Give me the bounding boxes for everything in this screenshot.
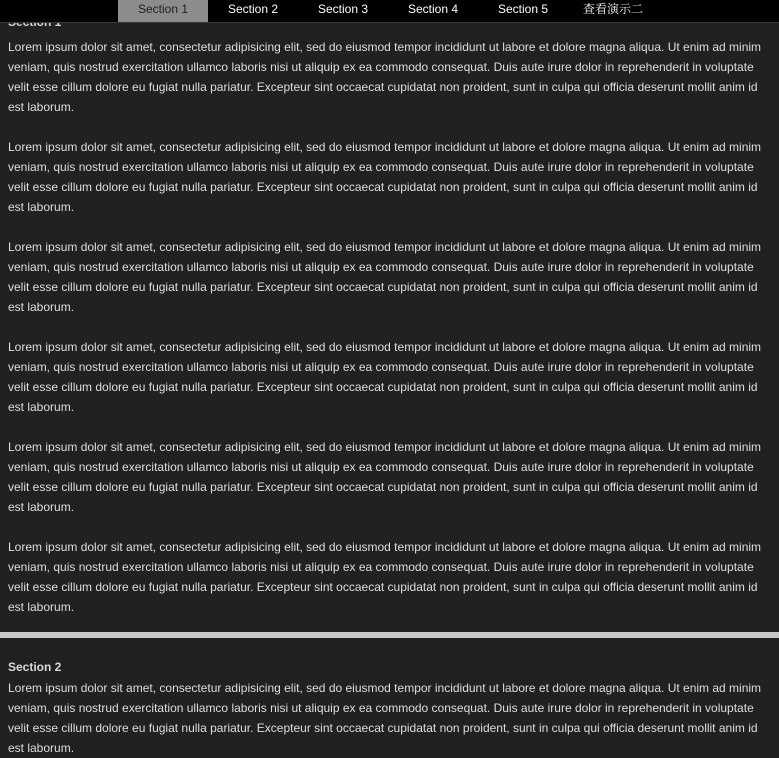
top-nav <box>0 0 779 23</box>
section-paragraph: Lorem ipsum dolor sit amet, consectetur adipisicing elit, sed do eiusmod tempor incididunt ut labore et dolore magna aliqua. Ut enim ad minim veniam, quis nostrud exercitation ullamco laboris nisi ut aliquip ex ea commodo consequat. Duis aute irure dolor in reprehenderit in voluptate velit esse cillum dolore eu fugiat nulla pariatur. Excepteur sint occaecat cupidatat non proident, sunt in culpa qui officia deserunt mollit anim id est laborum. <box>8 540 762 614</box>
section-paragraph: Lorem ipsum dolor sit amet, consectetur adipisicing elit, sed do eiusmod tempor incididunt ut labore et dolore magna aliqua. Ut enim ad minim veniam, quis nostrud exercitation ullamco laboris nisi ut aliquip ex ea commodo consequat. Duis aute irure dolor in reprehenderit in voluptate velit esse cillum dolore eu fugiat nulla pariatur. Excepteur sint occaecat cupidatat non proident, sunt in culpa qui officia deserunt mollit anim id est laborum. <box>8 140 762 214</box>
section-paragraph: Lorem ipsum dolor sit amet, consectetur adipisicing elit, sed do eiusmod tempor incididunt ut labore et dolore magna aliqua. Ut enim ad minim veniam, quis nostrud exercitation ullamco laboris nisi ut aliquip ex ea commodo consequat. Duis aute irure dolor in reprehenderit in voluptate velit esse cillum dolore eu fugiat nulla pariatur. Excepteur sint occaecat cupidatat non proident, sunt in culpa qui officia deserunt mollit anim id est laborum. <box>8 240 762 314</box>
section-paragraph: Lorem ipsum dolor sit amet, consectetur adipisicing elit, sed do eiusmod tempor incididunt ut labore et dolore magna aliqua. Ut enim ad minim veniam, quis nostrud exercitation ullamco laboris nisi ut aliquip ex ea commodo consequat. Duis aute irure dolor in reprehenderit in voluptate velit esse cillum dolore eu fugiat nulla pariatur. Excepteur sint occaecat cupidatat non proident, sunt in culpa qui officia deserunt mollit anim id est laborum. <box>8 40 762 114</box>
section-paragraph: Lorem ipsum dolor sit amet, consectetur adipisicing elit, sed do eiusmod tempor incididunt ut labore et dolore magna aliqua. Ut enim ad minim veniam, quis nostrud exercitation ullamco laboris nisi ut aliquip ex ea commodo consequat. Duis aute irure dolor in reprehenderit in voluptate velit esse cillum dolore eu fugiat nulla pariatur. Excepteur sint occaecat cupidatat non proident, sunt in culpa qui officia deserunt mollit anim id est laborum. <box>8 681 762 755</box>
section-paragraph: Lorem ipsum dolor sit amet, consectetur adipisicing elit, sed do eiusmod tempor incididunt ut labore et dolore magna aliqua. Ut enim ad minim veniam, quis nostrud exercitation ullamco laboris nisi ut aliquip ex ea commodo consequat. Duis aute irure dolor in reprehenderit in voluptate velit esse cillum dolore eu fugiat nulla pariatur. Excepteur sint occaecat cupidatat non proident, sunt in culpa qui officia deserunt mollit anim id est laborum. <box>8 340 762 414</box>
nav-item-section-5[interactable]: Section 5 <box>497 2 549 16</box>
section-2 <box>0 657 776 758</box>
section-1 <box>0 12 776 617</box>
section-paragraph: Lorem ipsum dolor sit amet, consectetur adipisicing elit, sed do eiusmod tempor incididunt ut labore et dolore magna aliqua. Ut enim ad minim veniam, quis nostrud exercitation ullamco laboris nisi ut aliquip ex ea commodo consequat. Duis aute irure dolor in reprehenderit in voluptate velit esse cillum dolore eu fugiat nulla pariatur. Excepteur sint occaecat cupidatat non proident, sunt in culpa qui officia deserunt mollit anim id est laborum. <box>8 440 762 514</box>
nav-item-section-4[interactable]: Section 4 <box>407 2 459 16</box>
nav-item-section-1[interactable]: Section 1 <box>118 0 208 22</box>
section-title: Section 2 <box>8 660 62 674</box>
nav-item-demo-2[interactable]: 查看演示二 <box>582 2 643 16</box>
nav-list <box>118 0 779 22</box>
section-divider <box>0 632 779 638</box>
nav-item-section-3[interactable]: Section 3 <box>317 2 369 16</box>
nav-item-section-2[interactable]: Section 2 <box>227 2 279 16</box>
